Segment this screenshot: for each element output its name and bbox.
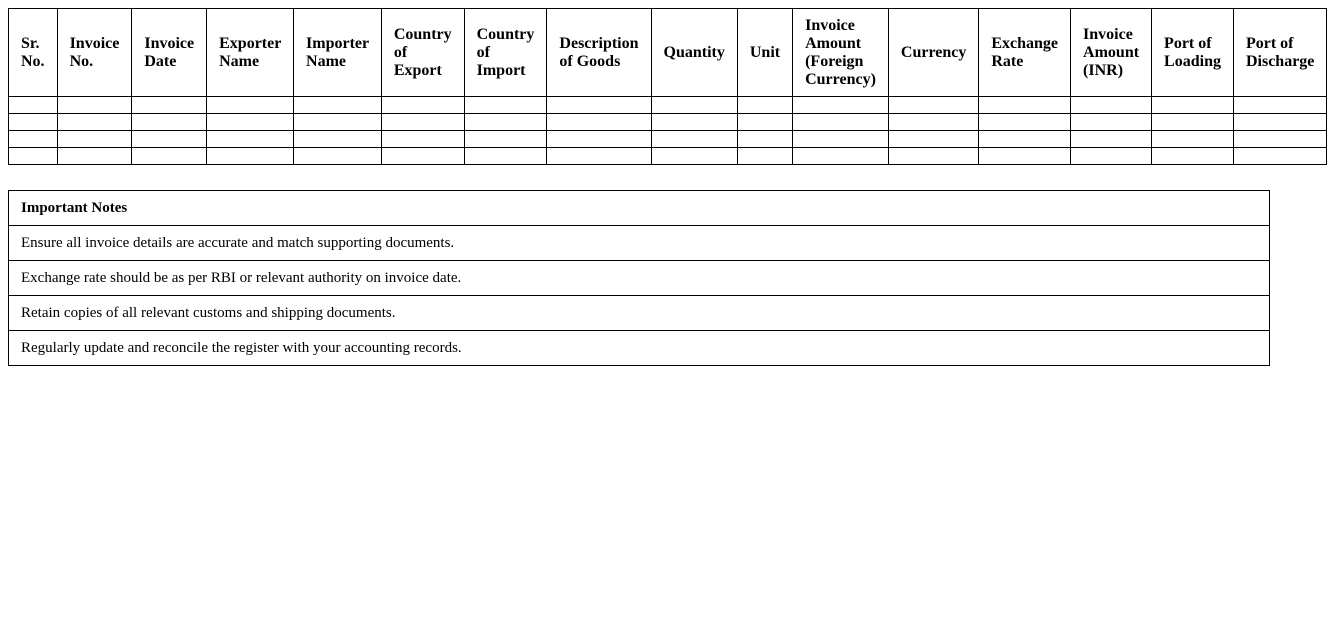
table-cell[interactable] [888,114,978,131]
table-row [9,131,1327,148]
notes-heading: Important Notes [9,191,1270,226]
table-cell[interactable] [9,148,58,165]
note-row [9,261,1270,296]
table-cell[interactable] [547,131,651,148]
table-cell[interactable] [979,97,1071,114]
table-cell[interactable] [57,131,132,148]
table-cell[interactable] [1233,131,1326,148]
table-cell[interactable] [132,131,207,148]
table-cell[interactable] [737,131,792,148]
table-cell[interactable] [888,148,978,165]
table-cell[interactable] [1152,97,1234,114]
table-cell[interactable] [57,114,132,131]
table-cell[interactable] [888,97,978,114]
table-cell[interactable] [651,131,737,148]
table-cell[interactable] [207,131,294,148]
table-cell[interactable] [9,114,58,131]
invoice-register-table [8,8,1327,165]
header-exchange-rate: Exchange Rate [979,9,1071,97]
table-cell[interactable] [132,97,207,114]
table-cell[interactable] [651,114,737,131]
table-row [9,97,1327,114]
table-cell[interactable] [1152,148,1234,165]
header-port-of-loading: Port of Loading [1152,9,1234,97]
table-cell[interactable] [207,97,294,114]
table-cell[interactable] [294,114,382,131]
table-cell[interactable] [381,148,464,165]
table-cell[interactable] [207,114,294,131]
table-cell[interactable] [793,114,889,131]
table-cell[interactable] [9,97,58,114]
table-cell[interactable] [793,131,889,148]
table-cell[interactable] [1071,97,1152,114]
header-country-of-export: Country of Export [381,9,464,97]
header-port-of-discharge: Port of Discharge [1233,9,1326,97]
table-cell[interactable] [464,131,547,148]
table-cell[interactable] [737,148,792,165]
register-body [9,97,1327,165]
table-cell[interactable] [1233,97,1326,114]
table-cell[interactable] [1233,148,1326,165]
table-cell[interactable] [1233,114,1326,131]
table-cell[interactable] [737,114,792,131]
table-cell[interactable] [57,97,132,114]
header-importer-name: Importer Name [294,9,382,97]
table-cell[interactable] [547,97,651,114]
table-row [9,114,1327,131]
header-invoice-amount-inr: Invoice Amount (INR) [1071,9,1152,97]
header-sr-no: Sr. No. [9,9,58,97]
table-cell[interactable] [207,148,294,165]
header-invoice-amount-foreign: Invoice Amount (Foreign Currency) [793,9,889,97]
table-cell[interactable] [381,131,464,148]
table-cell[interactable] [1152,131,1234,148]
table-cell[interactable] [888,131,978,148]
table-cell[interactable] [1071,148,1152,165]
note-item: Exchange rate should be as per RBI or relevant authority on invoice date. [9,261,1270,296]
table-cell[interactable] [979,114,1071,131]
table-cell[interactable] [132,114,207,131]
header-unit: Unit [737,9,792,97]
table-cell[interactable] [793,148,889,165]
table-cell[interactable] [132,148,207,165]
header-exporter-name: Exporter Name [207,9,294,97]
header-currency: Currency [888,9,978,97]
table-row [9,148,1327,165]
table-cell[interactable] [381,114,464,131]
table-cell[interactable] [464,97,547,114]
table-cell[interactable] [294,97,382,114]
table-cell[interactable] [464,114,547,131]
table-cell[interactable] [1152,114,1234,131]
table-cell[interactable] [1071,114,1152,131]
table-cell[interactable] [1071,131,1152,148]
table-cell[interactable] [979,148,1071,165]
notes-heading-row [9,191,1270,226]
table-cell[interactable] [294,148,382,165]
table-cell[interactable] [979,131,1071,148]
header-description-of-goods: Description of Goods [547,9,651,97]
header-country-of-import: Country of Import [464,9,547,97]
note-item: Ensure all invoice details are accurate and match supporting documents. [9,226,1270,261]
table-cell[interactable] [57,148,132,165]
table-cell[interactable] [793,97,889,114]
header-invoice-date: Invoice Date [132,9,207,97]
note-item: Regularly update and reconcile the register with your accounting records. [9,331,1270,366]
table-cell[interactable] [464,148,547,165]
header-row [9,9,1327,97]
table-cell[interactable] [651,97,737,114]
note-row [9,296,1270,331]
table-cell[interactable] [9,131,58,148]
invoice-register-table-wrapper [8,8,1315,165]
table-cell[interactable] [547,114,651,131]
note-row [9,226,1270,261]
note-row [9,331,1270,366]
header-invoice-no: Invoice No. [57,9,132,97]
table-cell[interactable] [547,148,651,165]
table-cell[interactable] [381,97,464,114]
header-quantity: Quantity [651,9,737,97]
important-notes-table [8,190,1270,366]
table-cell[interactable] [737,97,792,114]
table-cell[interactable] [651,148,737,165]
note-item: Retain copies of all relevant customs and shipping documents. [9,296,1270,331]
table-cell[interactable] [294,131,382,148]
